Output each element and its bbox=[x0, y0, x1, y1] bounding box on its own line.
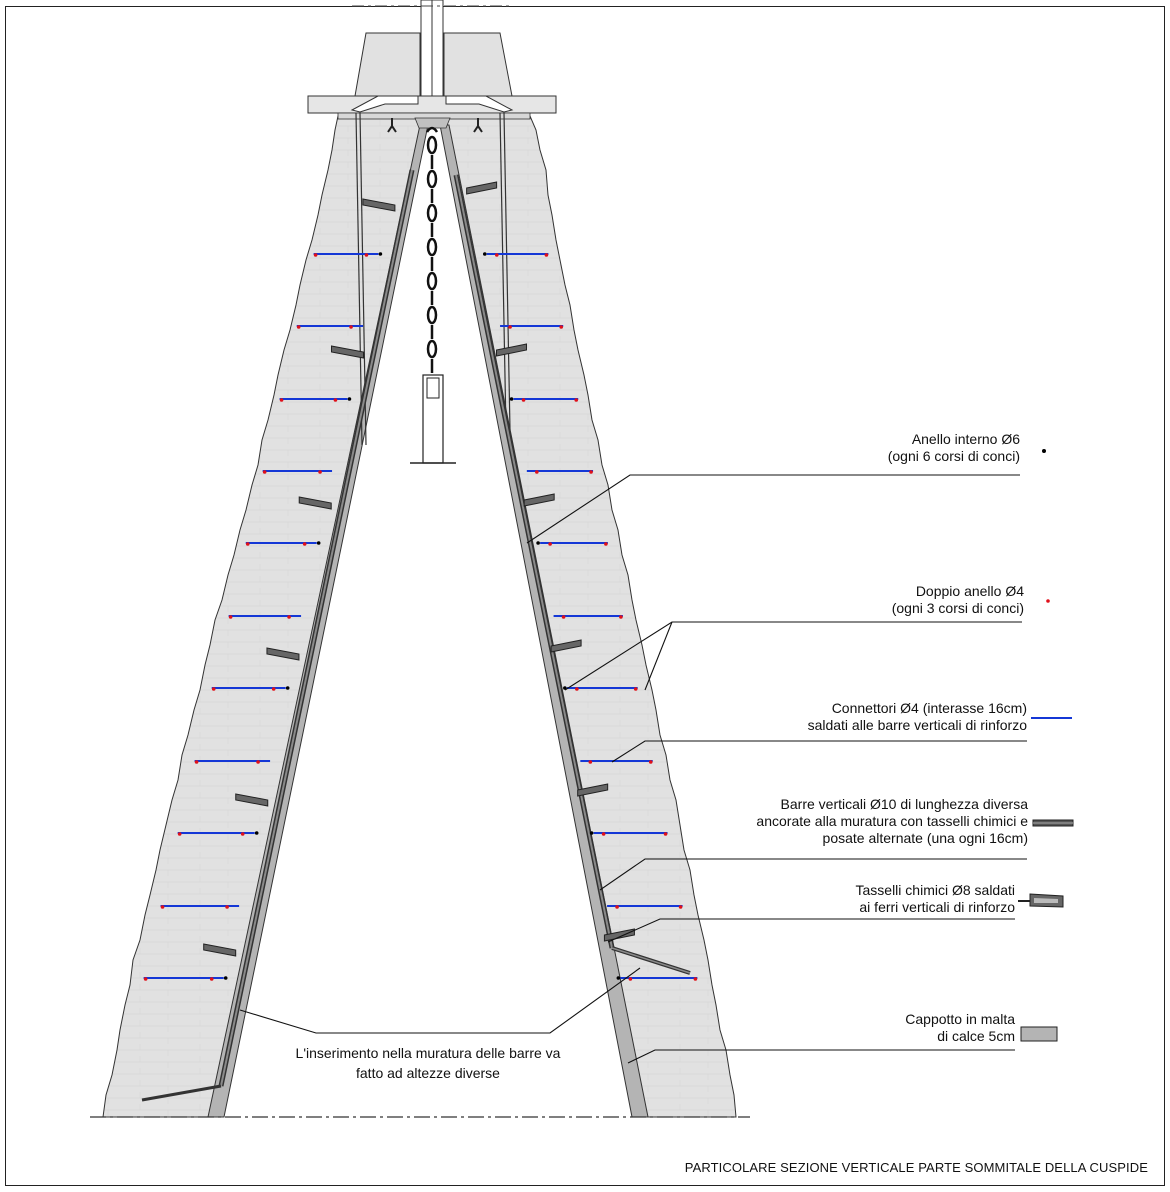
double-ring-dot bbox=[297, 325, 301, 329]
drawing-title: PARTICOLARE SEZIONE VERTICALE PARTE SOMMITALE DELLA CUSPIDE bbox=[684, 1160, 1148, 1175]
inner-ring-dot bbox=[536, 541, 540, 545]
double-ring-dot bbox=[256, 760, 260, 764]
chain-link bbox=[428, 239, 436, 255]
double-ring-dot bbox=[522, 398, 526, 402]
double-ring-dot bbox=[210, 977, 214, 981]
legend-chemical-anchors bbox=[856, 882, 1016, 916]
double-ring-dot bbox=[535, 470, 539, 474]
legend-vertical-bars-line3: posate alternate (una ogni 16cm) bbox=[822, 830, 1028, 846]
double-ring-dot bbox=[303, 542, 307, 546]
inner-ring-dot bbox=[483, 252, 487, 256]
legend-inner-ring bbox=[888, 431, 1020, 465]
double-ring-dot bbox=[619, 615, 623, 619]
installation-note bbox=[278, 1043, 578, 1083]
chain-link bbox=[428, 171, 436, 187]
double-ring-dot bbox=[574, 398, 578, 402]
inner-ring-dot bbox=[348, 397, 352, 401]
grey-rectangle-icon bbox=[1021, 1027, 1057, 1041]
black-dot-icon bbox=[1042, 449, 1046, 453]
legend-inner-ring-line1: Anello interno Ø6 bbox=[911, 431, 1020, 447]
double-ring-dot bbox=[246, 542, 250, 546]
inner-ring-dot bbox=[317, 541, 321, 545]
legend-chemical-anchors-line2: ai ferri verticali di rinforzo bbox=[859, 899, 1015, 915]
installation-note-line1: L'inserimento nella muratura delle barre va bbox=[295, 1045, 561, 1061]
double-ring-dot bbox=[195, 760, 199, 764]
double-ring-dot bbox=[287, 615, 291, 619]
inner-ring-dot bbox=[286, 686, 290, 690]
double-ring-dot bbox=[178, 832, 182, 836]
legend-vertical-bars bbox=[756, 796, 1028, 847]
double-ring-dot bbox=[280, 398, 284, 402]
legend-connectors bbox=[808, 700, 1027, 734]
double-ring-dot bbox=[589, 470, 593, 474]
double-ring-dot bbox=[559, 325, 563, 329]
double-ring-dot bbox=[349, 325, 353, 329]
double-ring-dot bbox=[365, 253, 369, 257]
double-ring-dot bbox=[604, 542, 608, 546]
double-ring-dot bbox=[649, 760, 653, 764]
inner-ring-dot bbox=[510, 397, 514, 401]
double-ring-dot bbox=[263, 470, 267, 474]
installation-note-line2: fatto ad altezze diverse bbox=[356, 1065, 500, 1081]
double-ring-dot bbox=[602, 832, 606, 836]
legend-vertical-bars-line2: ancorate alla muratura con tasselli chimici e bbox=[756, 813, 1028, 829]
inner-ring-dot bbox=[379, 252, 383, 256]
chain-link bbox=[428, 273, 436, 289]
legend-connectors-line1: Connettori Ø4 (interasse 16cm) bbox=[831, 700, 1027, 716]
inner-ring-dot bbox=[224, 976, 228, 980]
double-ring-dot bbox=[161, 905, 165, 909]
double-ring-dot bbox=[318, 470, 322, 474]
double-ring-dot bbox=[508, 325, 512, 329]
inner-ring-dot bbox=[590, 831, 594, 835]
legend-double-ring bbox=[892, 583, 1024, 617]
double-ring-dot bbox=[212, 687, 216, 691]
double-ring-dot bbox=[694, 977, 698, 981]
double-ring-dot bbox=[634, 687, 638, 691]
double-ring-dot bbox=[144, 977, 148, 981]
double-ring-dot bbox=[545, 253, 549, 257]
apex-top-right bbox=[444, 33, 512, 96]
legend-connectors-line2: saldati alle barre verticali di rinforzo bbox=[807, 717, 1027, 733]
double-ring-dot bbox=[495, 253, 499, 257]
double-ring-dot bbox=[272, 687, 276, 691]
double-ring-dot bbox=[679, 905, 683, 909]
double-ring-dot bbox=[241, 832, 245, 836]
legend-chemical-anchors-line1: Tasselli chimici Ø8 saldati bbox=[855, 882, 1015, 898]
legend-inner-ring-line2: (ogni 6 corsi di conci) bbox=[887, 448, 1020, 464]
legend-double-ring-line1: Doppio anello Ø4 bbox=[915, 583, 1024, 599]
double-ring-dot bbox=[575, 687, 579, 691]
double-ring-dot bbox=[664, 832, 668, 836]
red-dot-icon bbox=[1046, 599, 1050, 603]
bar-icon bbox=[1033, 820, 1073, 826]
legend-plaster-coat-line2: di calce 5cm bbox=[937, 1028, 1015, 1044]
double-ring-dot bbox=[629, 977, 633, 981]
anchor-icon bbox=[1018, 894, 1063, 907]
legend-plaster-coat-line1: Cappotto in malta bbox=[905, 1011, 1015, 1027]
clapper bbox=[410, 375, 456, 463]
double-ring-dot bbox=[615, 905, 619, 909]
double-ring-dot bbox=[562, 615, 566, 619]
bell-chain bbox=[428, 137, 436, 373]
legend-double-ring-line2: (ogni 3 corsi di conci) bbox=[891, 600, 1024, 616]
chain-link bbox=[428, 205, 436, 221]
chain-link bbox=[428, 137, 436, 153]
double-ring-dot bbox=[589, 760, 593, 764]
inner-ring-dot bbox=[617, 976, 621, 980]
double-ring-dot bbox=[225, 905, 229, 909]
legend-vertical-bars-line1: Barre verticali Ø10 di lunghezza diversa bbox=[780, 796, 1028, 812]
double-ring-dot bbox=[548, 542, 552, 546]
chain-link bbox=[428, 307, 436, 323]
legend-plaster-coat bbox=[905, 1011, 1015, 1045]
inner-ring-dot bbox=[255, 831, 259, 835]
apex-top bbox=[355, 33, 420, 96]
double-ring-dot bbox=[229, 615, 233, 619]
double-ring-dot bbox=[334, 398, 338, 402]
double-ring-dot bbox=[314, 253, 318, 257]
chain-link bbox=[428, 341, 436, 357]
top-slab bbox=[308, 96, 556, 113]
